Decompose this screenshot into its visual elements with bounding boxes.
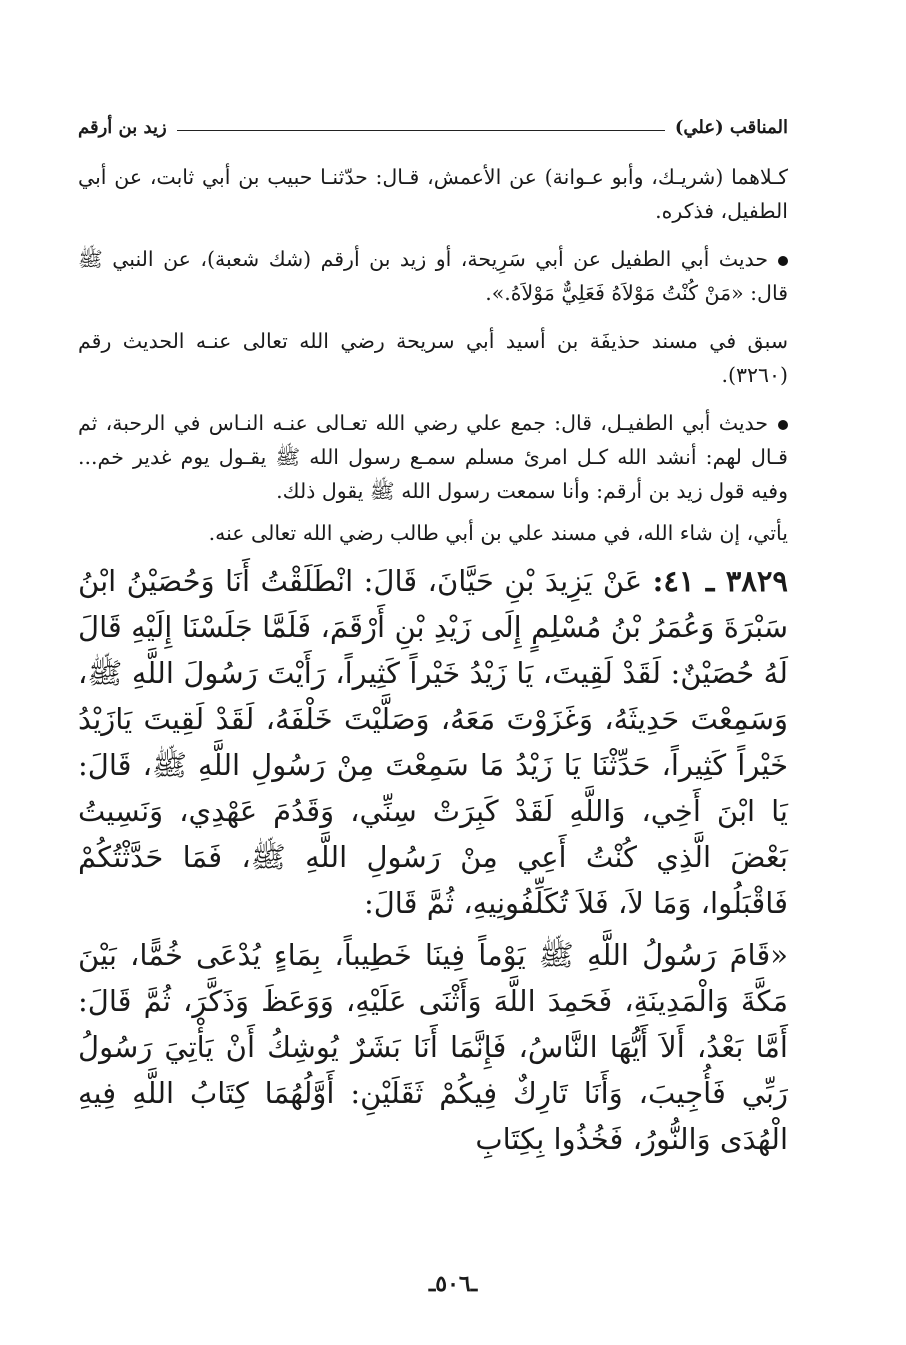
paragraph-text: حديث أبي الطفيـل، قال: جمع علي رضي الله تعـالى عنـه النـاس في الرحبة، ثم قـال لهم: أنشد الله كـل امرئ مسلم سمـع رسول الله ﷺ يقـول يوم غدير خم... وفيه قول زيد بن أرقم: وأنا سمعت رسول الله ﷺ يقول ذلك. xyxy=(78,411,788,503)
paragraph-text: حديث أبي الطفيل عن أبي سَرِيحة، أو زيد بن أرقم (شك شعبة)، عن النبي ﷺ قال: «مَنْ كُنْتُ مَوْلاَهُ فَعَلِيٌّ مَوْلاَهُ.». xyxy=(78,247,788,305)
hadith-quote-text: «قَامَ رَسُولُ اللَّهِ ﷺ يَوْماً فِينَا خَطِيباً، بِمَاءٍ يُدْعَى خُمًّا، بَيْنَ مَكَّةَ وَالْمَدِينَةِ، فَحَمِدَ اللَّهَ وَأَثْنَى عَلَيْهِ، وَوَعَظَ وَذَكَّرَ، ثُمَّ قَالَ: أَمَّا بَعْدُ، أَلاَ أَيُّهَا النَّاسُ، فَإِنَّمَا أَنَا بَشَرٌ يُوشِكُ أَنْ يَأْتِيَ رَسُولُ رَبِّي فَأُجِيبَ، وَأَنَا تَارِكٌ فِيكُمْ ثَقَلَيْنِ: أَوَّلُهُمَا كِتَابُ اللَّهِ فِيهِ الْهُدَى وَالنُّورُ، فَخُذُوا بِكِتَابِ xyxy=(78,938,788,1156)
paragraph-hadith-reference xyxy=(78,242,788,310)
header-subject-title: زيد بن أرقم xyxy=(78,116,167,138)
paragraph-cross-reference xyxy=(78,324,788,392)
hadith-quote xyxy=(78,932,788,1162)
hadith-text: عَنْ يَزِيدَ بْنِ حَيَّانَ، قَالَ: انْطَلَقْتُ أَنَا وَحُصَيْنُ ابْنُ سَبْرَةَ وَعُمَرُ بْنُ مُسْلِمٍ إِلَى زَيْدِ بْنِ أَرْقَمَ، فَلَمَّا جَلَسْنَا إِلَيْهِ قَالَ لَهُ حُصَيْنٌ: لَقَدْ لَقِيتَ، يَا زَيْدُ خَيْراً كَثِيراً، رَأَيْتَ رَسُولَ اللَّهِ ﷺ، وَسَمِعْتَ حَدِيثَهُ، وَغَزَوْتَ مَعَهُ، وَصَلَّيْتَ خَلْفَهُ، لَقَدْ لَقِيتَ يَازَيْدُ خَيْراً كَثِيراً، حَدِّثْنَا يَا زَيْدُ مَا سَمِعْتَ مِنْ رَسُولِ اللَّهِ ﷺ، قَالَ: يَا ابْنَ أَخِي، وَاللَّهِ لَقَدْ كَبِرَتْ سِنِّي، وَقَدُمَ عَهْدِي، وَنَسِيتُ بَعْضَ الَّذِي كُنْتُ أَعِي مِنْ رَسُولِ اللَّهِ ﷺ، فَمَا حَدَّثْتُكُمْ فَاقْبَلُوا، وَمَا لاَ، فَلاَ تُكَلِّفُونِيهِ، ثُمَّ قَالَ: xyxy=(78,564,788,920)
running-header xyxy=(78,112,788,142)
bullet-icon xyxy=(778,420,788,430)
paragraph-cross-reference xyxy=(78,516,788,550)
paragraph-hadith-reference xyxy=(78,406,788,508)
paragraph-chain-note xyxy=(78,160,788,228)
page-body xyxy=(78,160,788,1168)
bullet-icon xyxy=(778,256,788,266)
paragraph-text: كـلاهما (شريـك، وأبو عـوانة) عن الأعمش، قـال: حدّثنـا حبيب بن أبي ثابت، عن أبي الطفيل، فذكره. xyxy=(78,165,788,223)
hadith-number: ٣٨٢٩ ـ ٤١: xyxy=(652,564,788,598)
paragraph-text: يأتي، إن شاء الله، في مسند علي بن أبي طالب رضي الله تعالى عنه. xyxy=(208,521,788,545)
paragraph-text: سبق في مسند حذيفَة بن أسيد أبي سريحة رضي الله تعالى عنـه الحديث رقم (٣٢٦٠). xyxy=(78,329,788,387)
header-section-title: المناقب (علي) xyxy=(674,116,788,138)
page-number: ـ٥٠٦ـ xyxy=(428,1271,478,1297)
header-rule xyxy=(177,130,665,131)
hadith-body xyxy=(78,558,788,926)
